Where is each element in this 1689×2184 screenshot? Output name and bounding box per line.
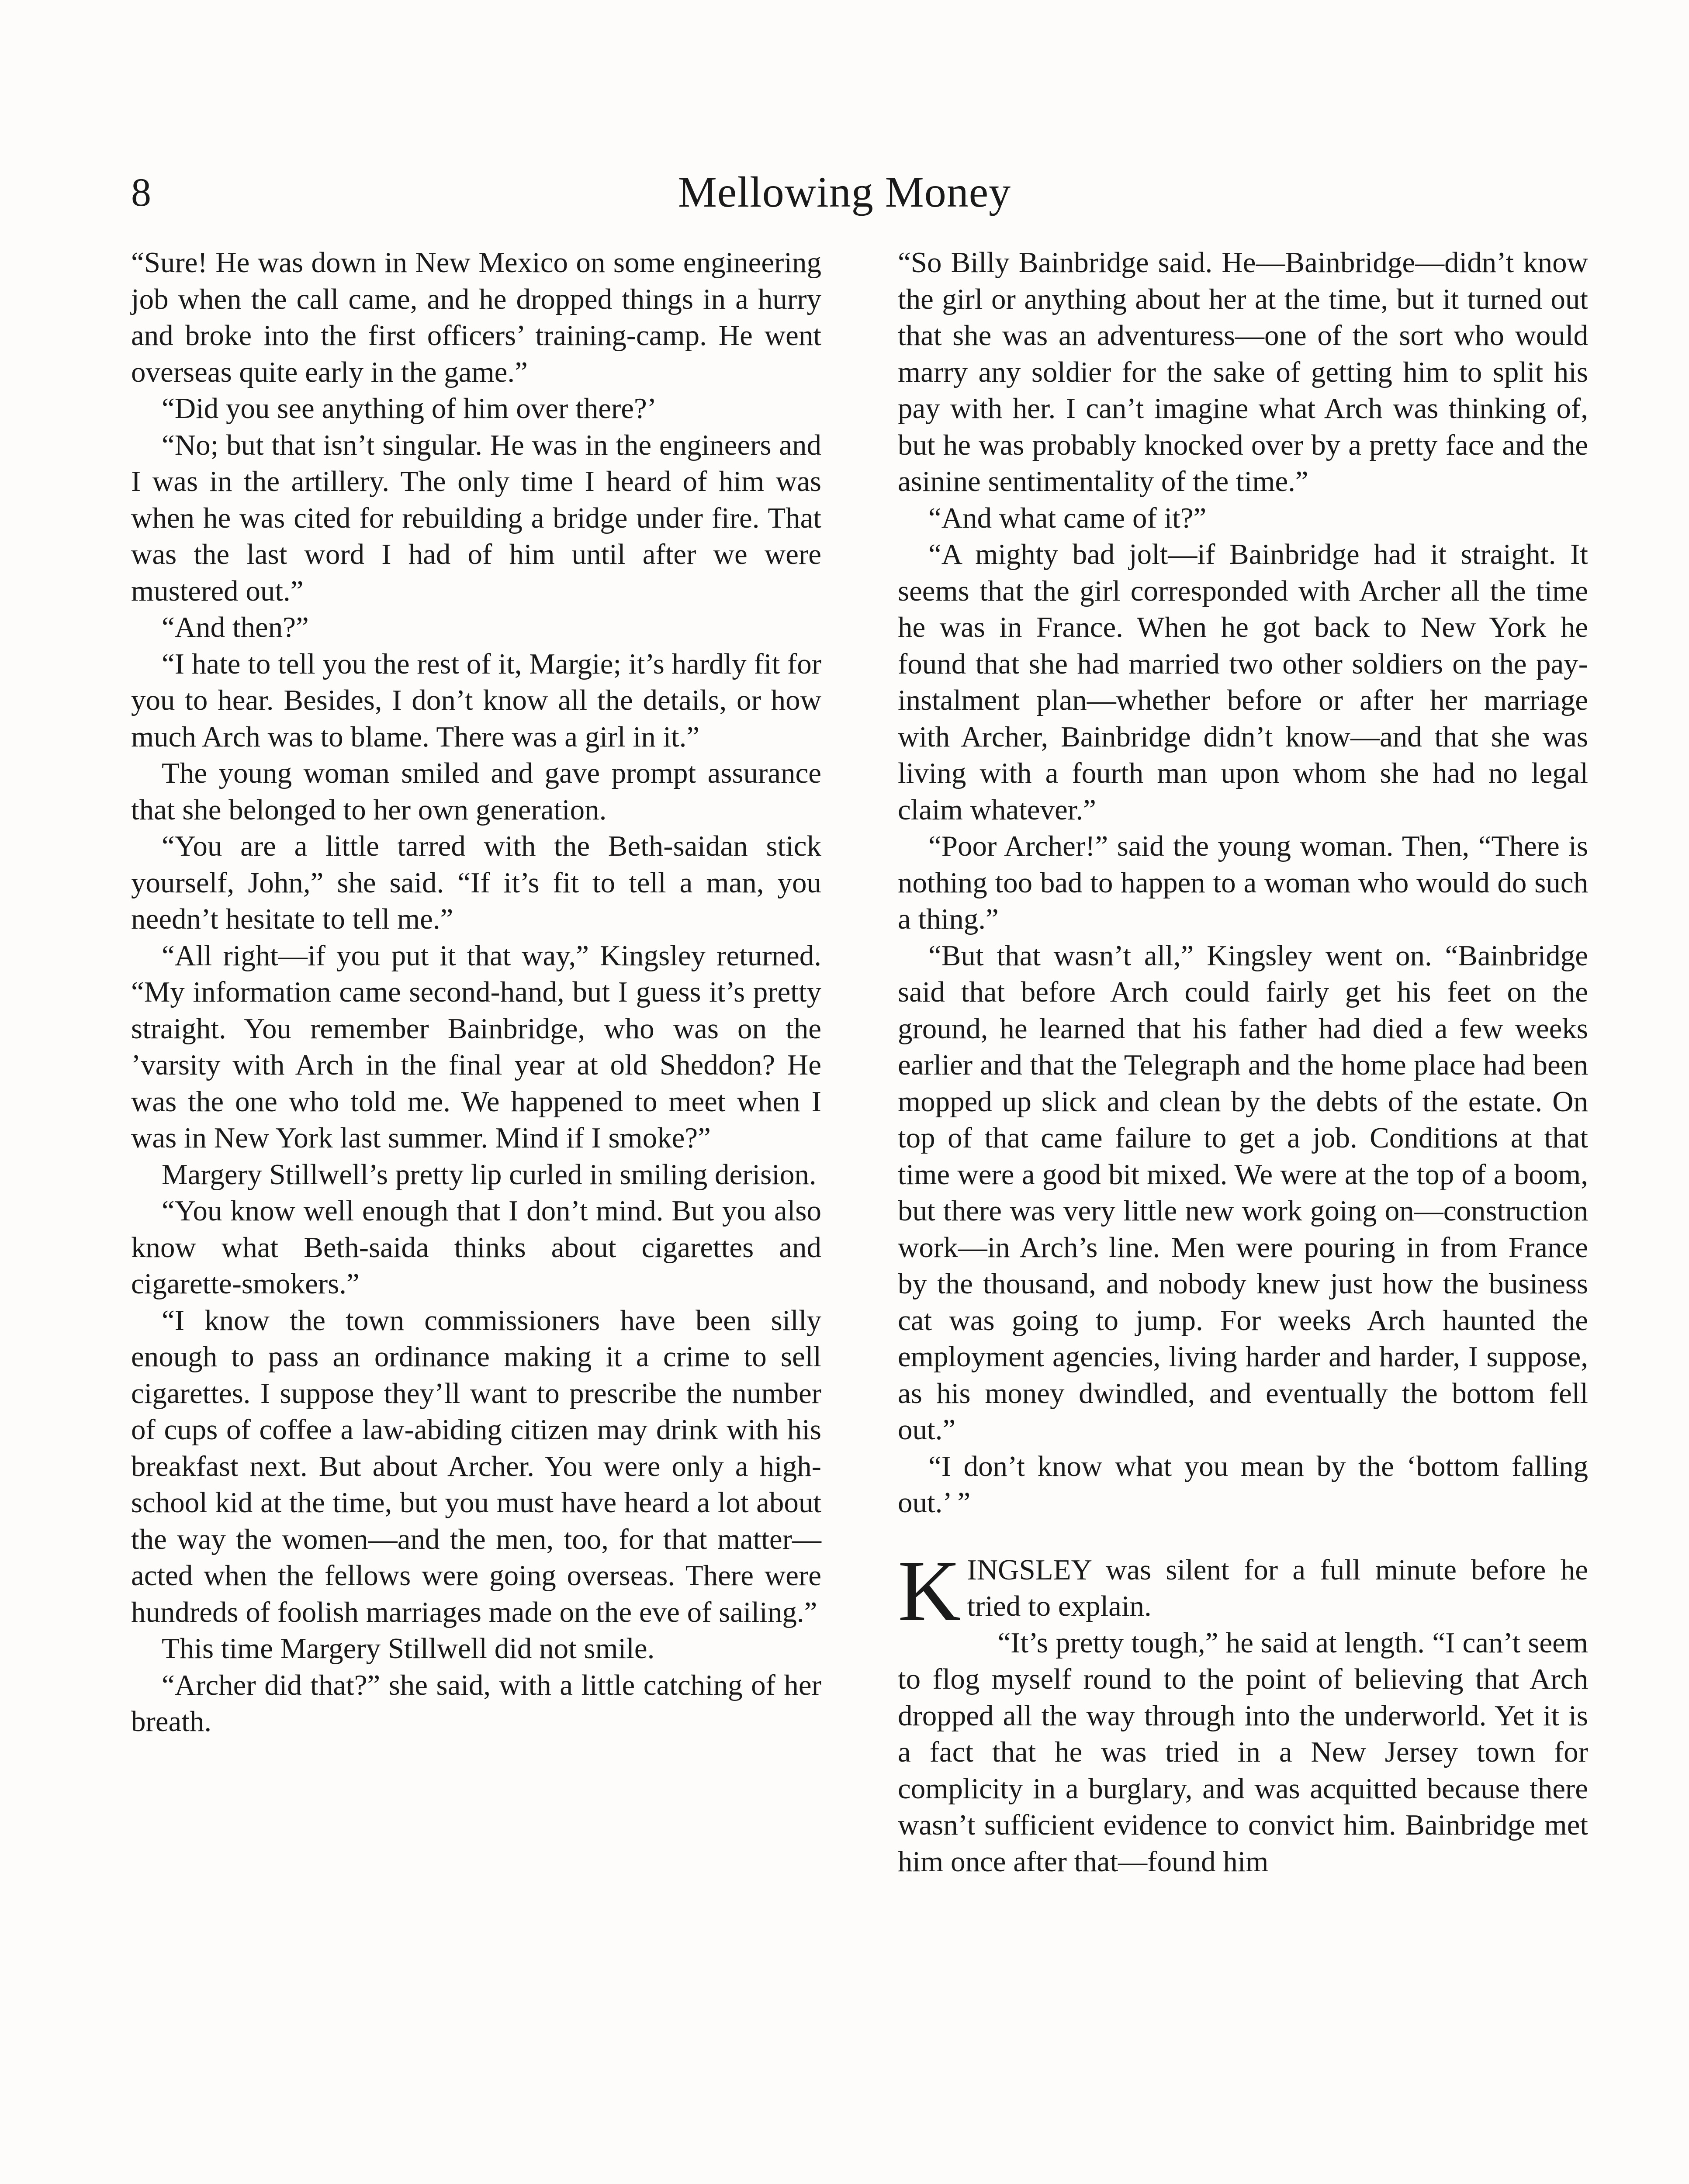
paragraph: “So Billy Bainbridge said. He—Bainbridge—didn’t know the girl or anything about her at the time, but it turned out that she was an adventuress—one of the sort who would marry any soldier for the sake of getting him to split his pay with her. I can’t imagine what Arch was thinking of, but he was probably knocked over by a pretty face and the asinine sentimentality of the time.” [898,246,1588,498]
drop-cap: K [898,1542,961,1639]
paragraph: “A mighty bad jolt—if Bainbridge had it straight. It seems that the girl corresponded with Archer all the time he was in France. When he got back to New York he found that she had married two other soldiers on the pay-instalment plan—whether before or after her marriage with Archer, Bainbridge didn’t know—and that she was living with a fourth man upon whom she had no legal claim whatever.” [898,538,1588,826]
paragraph: “Archer did that?” she said, with a little catching of her breath. [131,1669,821,1738]
paragraph: “I don’t know what you mean by the ‘bottom falling out.’ ” [898,1450,1588,1519]
paragraph: “No; but that isn’t singular. He was in the engineers and I was in the artillery. The only time I heard of him was when he was cited for rebuilding a bridge under fire. That was the last word I had of him until after we were mustered out.” [131,429,821,607]
paragraph: “All right—if you put it that way,” Kingsley returned. “My information came second-hand, but I guess it’s pretty straight. You remember Bainbridge, who was on the ’varsity with Arch in the final year at old Sheddon? He was the one who told me. We happened to meet when I was in New York last summer. Mind if I smoke?” [131,939,821,1154]
paragraph: “I know the town commissioners have been silly enough to pass an ordinance making it a crime to sell cigarettes. I suppose they’ll want to prescribe the number of cups of coffee a law-abiding citizen may drink with his breakfast next. But about Archer. You were only a high-school kid at the time, but you must have heard a lot about the way the women—and the men, too, for that matter—acted when the fellows were going overseas. There were hundreds of foolish marriages made on the eve of sailing.” [131,1304,821,1628]
right-column [898,245,1588,1880]
paragraph: “Sure! He was down in New Mexico on some engineering job when the call came, and he dropped things in a hurry and broke into the first officers’ training-camp. He went overseas quite early in the game.” [131,246,821,388]
left-column [131,245,821,1740]
paragraph: “It’s pretty tough,” he said at length. “I can’t seem to flog myself round to the point of believing that Arch dropped all the way through into the underworld. Yet it is a fact that he was tried in a New Jersey town for complicity in a burglary, and was acquitted because there wasn’t sufficient evidence to convict him. Bainbridge met him once after that—found him [898,1626,1588,1878]
drop-cap-paragraph [898,1542,1588,1639]
drop-cap-paragraph-text: INGSLEY was silent for a full minute before he tried to explain. [967,1553,1588,1622]
paragraph: This time Margery Stillwell did not smile. [162,1632,655,1665]
page-header [0,162,1689,223]
section-break [898,1521,1588,1552]
paragraph: “I hate to tell you the rest of it, Margie; it’s hardly fit for you to hear. Besides, I don’t know all the details, or how much Arch was to blame. There was a girl in it.” [131,647,821,753]
page-number: 8 [131,170,151,214]
running-title: Mellowing Money [678,168,1011,216]
paragraph: “Poor Archer!” said the young woman. Then, “There is nothing too bad to happen to a woman who would do such a thing.” [898,830,1588,935]
paragraph: “Did you see anything of him over there?’ [162,392,657,425]
paragraph: “But that wasn’t all,” Kingsley went on. “Bainbridge said that before Arch could fairly get his feet on the ground, he learned that his father had died a few weeks earlier and that the Telegraph and the home place had been mopped up slick and clean by the debts of the estate. On top of that came failure to get a job. Conditions at that time were a good bit mixed. We were at the top of a boom, but there was very little new work going on—construction work—in Arch’s line. Men were pouring in from France by the thousand, and nobody knew just how the business cat was going to jump. For weeks Arch haunted the employment agencies, living harder and harder, I suppose, as his money dwindled, and eventually the bottom fell out.” [898,939,1588,1446]
paragraph: The young woman smiled and gave prompt assurance that she belonged to her own generation. [131,757,821,826]
paragraph: “You are a little tarred with the Beth-saidan stick yourself, John,” she said. “If it’s fit to tell a man, you needn’t hesitate to tell me.” [131,830,821,935]
paragraph: “And what came of it?” [928,501,1207,534]
paragraph: “You know well enough that I don’t mind. But you also know what Beth-saida thinks about cigarettes and cigarette-smokers.” [131,1195,821,1300]
paragraph: Margery Stillwell’s pretty lip curled in smiling derision. [162,1158,817,1191]
paragraph: “And then?” [162,611,309,643]
